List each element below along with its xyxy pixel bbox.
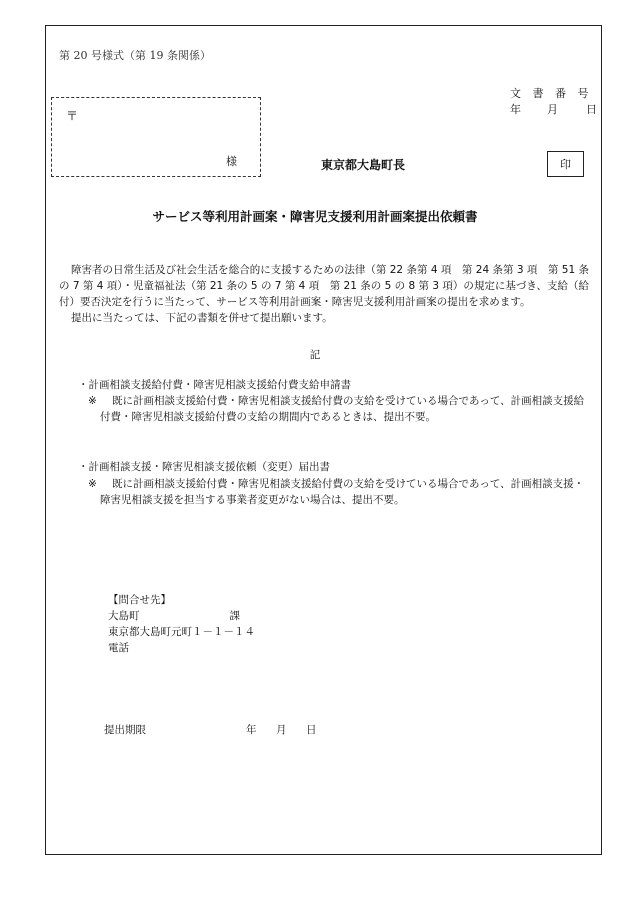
contact-heading: 【問合せ先】 (108, 594, 171, 606)
contact-town: 大島町 (108, 610, 140, 622)
date-year: 年 (510, 103, 521, 116)
deadline-year: 年 (246, 724, 257, 736)
date-day: 日 (586, 103, 597, 116)
recipient-honorific: 様 (226, 155, 237, 168)
note-2-text: 既に計画相談支援給付費・障害児相談支援給付費の支給を受けている場合であって、計画相談支援・障害児相談支援を担当する事業者変更がない場合は、提出不要。 (100, 478, 585, 506)
note-1-text: 既に計画相談支援給付費・障害児相談支援給付費の支給を受けている場合であって、計画相談支援給付費・障害児相談支援給付費の支給の期間内であるときは、提出不要。 (100, 395, 585, 423)
deadline-day: 日 (306, 724, 317, 736)
item-2-title: ・計画相談支援・障害児相談支援依頼（変更）届出書 (78, 461, 330, 473)
note-2-mark: ※ (88, 478, 97, 490)
recipient-address-box (51, 97, 261, 177)
deadline-month: 月 (276, 724, 287, 736)
sender-name: 東京都大島町長 (321, 158, 406, 172)
note-1-mark: ※ (88, 395, 97, 407)
item-1-title: ・計画相談支援給付費・障害児相談支援給付費支給申請書 (78, 379, 351, 391)
document-number-label: 文 書 番 号 (510, 87, 593, 100)
body-paragraph-1: 障害者の日常生活及び社会生活を総合的に支援するための法律（第 22 条第 4 項 第 24 条第 3 項 第 51 条の 7 第 4 項）・児童福祉法（第 21 条の 5 の 7 第 4 項 第 21 条の 5 の 8 第 3 項）の規定に基づき、支給（給付）要否決定を行うに当たって、サービス等利用計画案・障害児支援利用計画案の提出を求めます。 (59, 264, 589, 308)
seal-label: 印 (560, 158, 571, 171)
document-title: サービス等利用計画案・障害児支援利用計画案提出依頼書 (152, 209, 478, 224)
postal-mark: 〒 (66, 109, 79, 123)
item-2-note (88, 476, 590, 508)
body-paragraph-2: 提出に当たっては、下記の書類を併せて提出願います。 (71, 312, 333, 324)
contact-phone-label: 電話 (108, 642, 129, 654)
seal-box (547, 151, 584, 177)
deadline-row (104, 722, 317, 737)
contact-section: 課 (229, 610, 240, 622)
date-month: 月 (547, 103, 558, 116)
item-1-note (88, 393, 590, 425)
deadline-label: 提出期限 (104, 724, 146, 736)
form-number: 第 20 号様式（第 19 条関係） (59, 49, 211, 62)
document-date (510, 101, 597, 117)
ki-label: 記 (309, 349, 321, 361)
contact-address: 東京都大島町元町１－１－１４ (108, 626, 255, 638)
contact-town-row (108, 608, 240, 624)
